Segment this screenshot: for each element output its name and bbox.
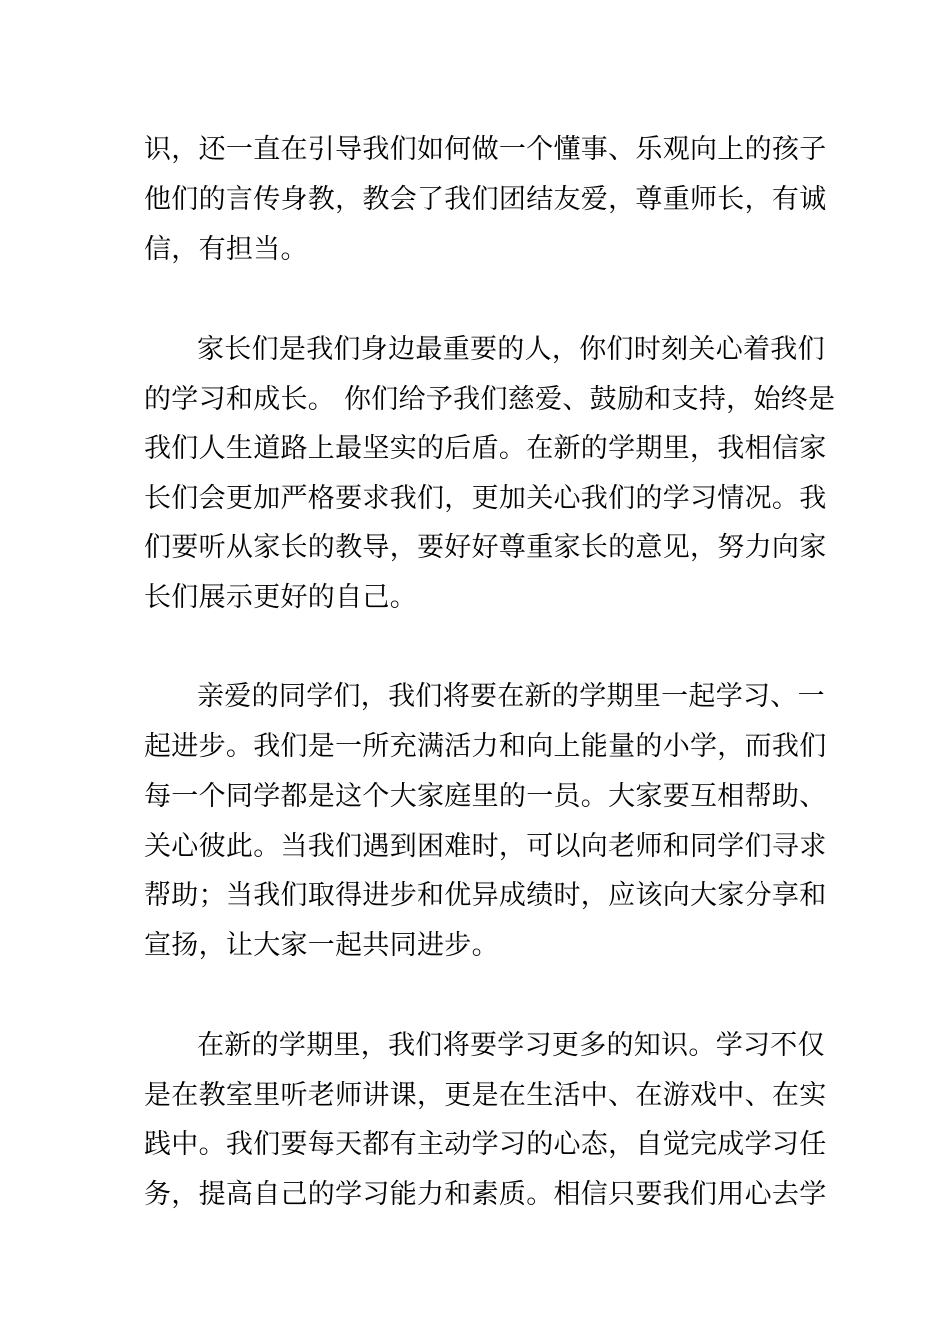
paragraph-3-line-4: 关心彼此。当我们遇到困难时，可以向老师和同学们寻求: [144, 831, 827, 862]
paragraph-1-line-2: 他们的言传身教，教会了我们团结友爱，尊重师长，有诚: [144, 184, 827, 215]
paragraph-3-line-3: 每一个同学都是这个大家庭里的一员。大家要互相帮助、: [144, 781, 827, 812]
paragraph-4-line-3: 践中。我们要每天都有主动学习的心态，自觉完成学习任: [144, 1129, 827, 1160]
paragraph-2-line-6: 长们展示更好的自己。: [144, 582, 417, 613]
paragraph-1-line-3: 信，有担当。: [144, 234, 308, 265]
paragraph-4-line-4: 务，提高自己的学习能力和素质。相信只要我们用心去学: [144, 1179, 827, 1210]
paragraph-3-line-1: 亲爱的同学们，我们将要在新的学期里一起学习、一: [197, 681, 825, 712]
paragraph-2-line-4: 长们会更加严格要求我们，更加关心我们的学习情况。我: [144, 483, 827, 514]
paragraph-2-line-1: 家长们是我们身边最重要的人，你们时刻关心着我们: [197, 334, 825, 365]
paragraph-3-line-6: 宣扬，让大家一起共同进步。: [144, 930, 499, 961]
paragraph-4-line-2: 是在教室里听老师讲课，更是在生活中、在游戏中、在实: [144, 1080, 827, 1111]
paragraph-1-line-1: 识，还一直在引导我们如何做一个懂事、乐观向上的孩子: [144, 134, 827, 165]
paragraph-2-line-5: 们要听从家长的教导，要好好尊重家长的意见，努力向家: [144, 532, 827, 563]
paragraph-2-line-3: 我们人生道路上最坚实的后盾。在新的学期里，我相信家: [144, 433, 827, 464]
paragraph-3-line-5: 帮助；当我们取得进步和优异成绩时，应该向大家分享和: [144, 880, 827, 911]
paragraph-4-line-1: 在新的学期里，我们将要学习更多的知识。学习不仅: [197, 1030, 825, 1061]
paragraph-3-line-2: 起进步。我们是一所充满活力和向上能量的小学，而我们: [144, 731, 827, 762]
paragraph-2-line-2: 的学习和成长。 你们给予我们慈爱、鼓励和支持，始终是: [144, 384, 836, 415]
